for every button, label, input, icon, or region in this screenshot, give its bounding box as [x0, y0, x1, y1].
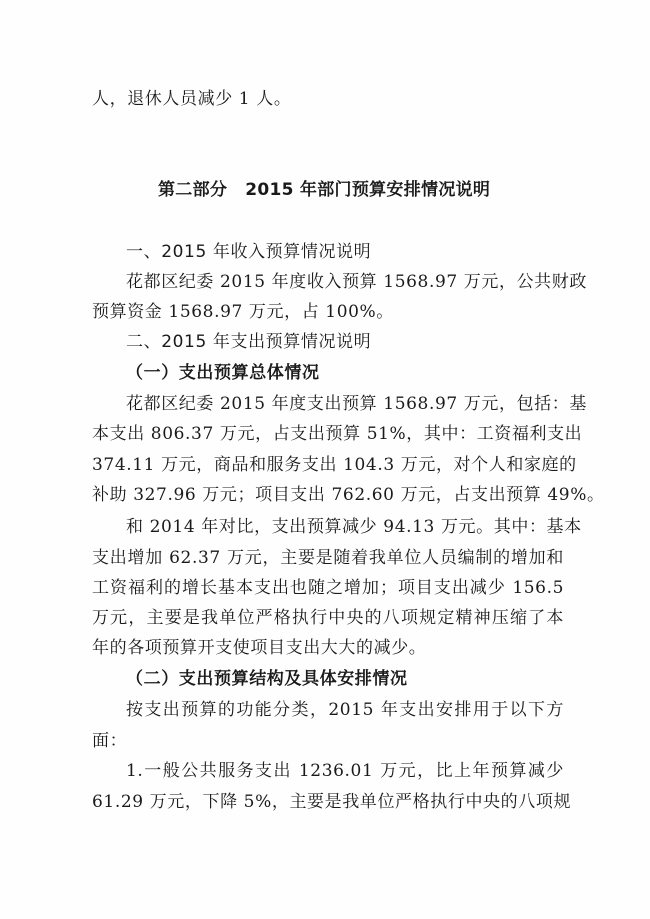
sub2-heading: （二）支出预算结构及具体安排情况 — [126, 669, 408, 689]
sub2-para1-line: 按支出预算的功能分类，2015 年支出安排用于以下方 — [126, 700, 564, 720]
sub1-para1-line: 本支出 806.37 万元，占支出预算 51%，其中：工资福利支出 — [92, 424, 583, 444]
sub1-para2-line: 年的各项预算开支使项目支出大大的减少。 — [92, 638, 427, 658]
sub1-para1-line: 补助 327.96 万元；项目支出 762.60 万元，占支出预算 49%。 — [92, 485, 605, 505]
sub1-para2-line: 万元，主要是我单位严格执行中央的八项规定精神压缩了本 — [92, 608, 564, 628]
part-title-text: 2015 年部门预算安排情况说明 — [245, 180, 491, 200]
section2-heading: 二、2015 年支出预算情况说明 — [126, 332, 372, 352]
section1-heading: 一、2015 年收入预算情况说明 — [126, 242, 372, 262]
part-title — [158, 179, 490, 201]
sub1-para1-line: 374.11 万元，商品和服务支出 104.3 万元，对个人和家庭的 — [92, 455, 577, 475]
part-label: 第二部分 — [158, 180, 228, 200]
continuation-text: 人，退休人员减少 1 人。 — [92, 89, 292, 109]
sub1-para2-line: 工资福利的增长基本支出也随之增加；项目支出减少 156.5 — [92, 578, 564, 598]
section1-line: 花都区纪委 2015 年度收入预算 1568.97 万元，公共财政 — [126, 272, 587, 292]
section1-line: 预算资金 1568.97 万元，占 100%。 — [92, 302, 394, 322]
sub2-item1-line: 61.29 万元，下降 5%，主要是我单位严格执行中央的八项规 — [92, 792, 572, 812]
sub1-para2-line: 支出增加 62.37 万元，主要是随着我单位人员编制的增加和 — [92, 548, 564, 568]
sub2-para1-line: 面： — [92, 731, 128, 751]
sub1-para2-line: 和 2014 年对比，支出预算减少 94.13 万元。其中：基本 — [126, 517, 582, 537]
sub2-item1-line: 1.一般公共服务支出 1236.01 万元，比上年预算减少 — [126, 761, 564, 781]
sub1-heading: （一）支出预算总体情况 — [126, 363, 320, 383]
sub1-para1-line: 花都区纪委 2015 年度支出预算 1568.97 万元，包括：基 — [126, 394, 587, 414]
